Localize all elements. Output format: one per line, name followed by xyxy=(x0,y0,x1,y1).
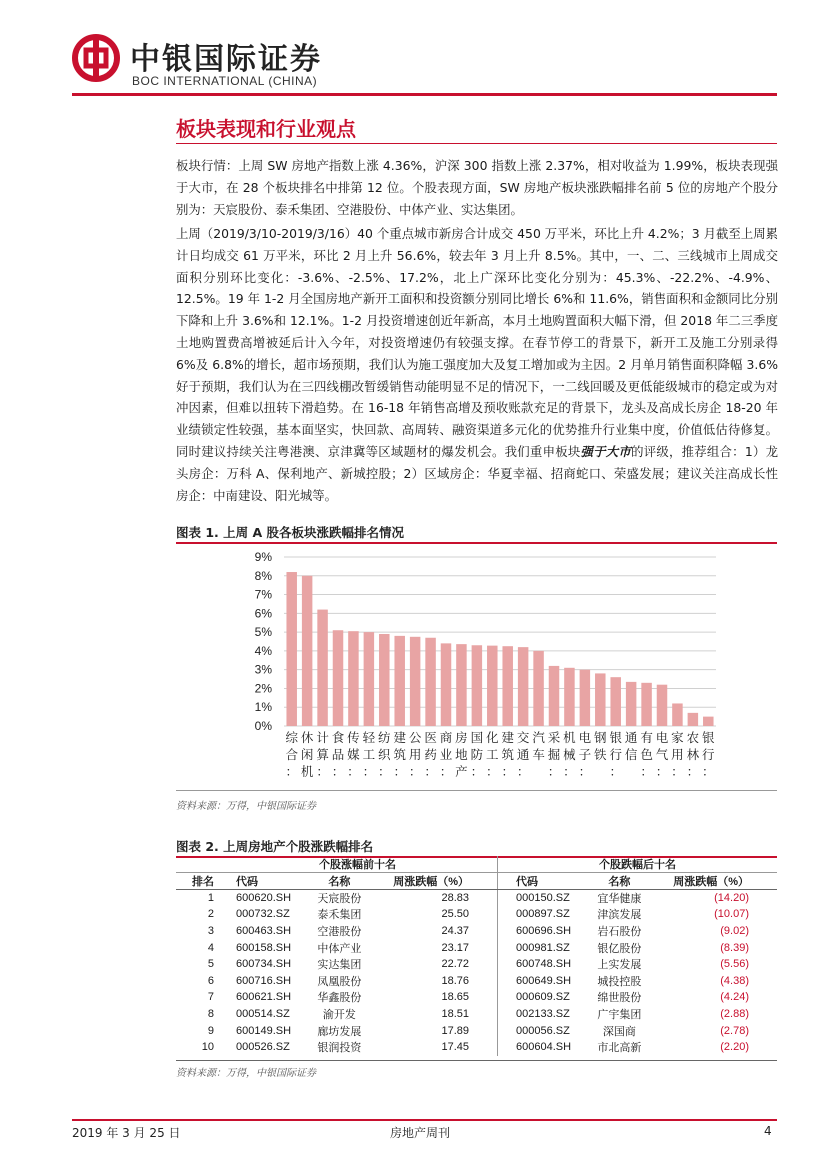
bar xyxy=(502,646,512,726)
x-tick-label: 通 xyxy=(516,747,530,762)
cell-name: 渝开发 xyxy=(322,1009,356,1022)
cell-pct2: (2.20) xyxy=(720,1041,749,1054)
section-title: 板块表现和行业观点 xyxy=(176,117,356,141)
cell-code2: 000056.SZ xyxy=(497,1022,588,1039)
cell-pct: 18.65 xyxy=(370,989,498,1006)
bar xyxy=(672,703,682,726)
x-tick-label: 家 xyxy=(671,730,684,745)
cell-code2: 000609.SZ xyxy=(497,989,588,1006)
col-header-pct2: 周涨跌幅（%） xyxy=(650,873,777,890)
x-tick-label: 建 xyxy=(501,730,514,745)
cell-code: 000732.SZ xyxy=(236,908,290,921)
cell-pct2: (4.38) xyxy=(720,974,749,987)
x-tick-label: 品 xyxy=(331,747,345,762)
x-tick-label: 综 xyxy=(285,730,298,745)
header-divider xyxy=(72,93,777,96)
bar xyxy=(364,632,374,726)
cell-pct2: (14.20) xyxy=(650,890,777,907)
cell-name: 泰禾集团 xyxy=(317,909,362,922)
x-tick-label: ： xyxy=(686,764,700,777)
cell-pct2: (10.07) xyxy=(714,908,749,921)
cell-rank: 6 xyxy=(207,974,214,987)
figure2-title: 图表 2. 上周房地产个股涨跌幅排名 xyxy=(176,839,374,854)
x-tick-label: 轻 xyxy=(362,730,376,745)
cell-code2: 000150.SZ xyxy=(497,890,588,907)
bar xyxy=(703,717,713,726)
bar xyxy=(595,673,605,726)
x-tick-label: 传 xyxy=(347,730,360,745)
cell-name2: 广宇集团 xyxy=(597,1009,642,1022)
cell-code: 600621.SH xyxy=(218,989,309,1006)
y-tick-label: 9% xyxy=(254,550,272,564)
x-tick-label: ： xyxy=(439,764,453,777)
x-tick-label: ： xyxy=(501,764,514,777)
bar xyxy=(441,643,451,726)
x-tick-label: ： xyxy=(331,764,345,777)
x-tick-label: 用 xyxy=(671,747,684,762)
x-tick-label: 掘 xyxy=(547,747,561,762)
bar xyxy=(286,572,296,726)
y-tick-label: 6% xyxy=(254,606,272,621)
bar xyxy=(333,630,343,726)
cell-name2: 银亿股份 xyxy=(597,942,642,955)
footer-page-number: 4 xyxy=(764,1124,772,1138)
figure2-source: 资料来源：万得，中银国际证券 xyxy=(176,1068,316,1079)
cell-rank: 4 xyxy=(207,941,214,954)
x-tick-label: 有 xyxy=(640,730,653,745)
cell-pct2: (9.02) xyxy=(650,923,777,940)
cell-pct: 23.17 xyxy=(370,939,498,956)
table-row xyxy=(176,989,777,1006)
bar xyxy=(641,683,651,726)
x-tick-label: 钢 xyxy=(594,730,607,745)
cell-code: 000514.SZ xyxy=(236,1008,290,1021)
section-divider xyxy=(176,143,777,144)
y-tick-label: 8% xyxy=(254,568,272,583)
bar xyxy=(472,645,482,726)
bar xyxy=(348,631,358,726)
col-header-name2: 名称 xyxy=(589,873,650,890)
x-tick-label: 银 xyxy=(609,730,622,745)
cell-rank: 1 xyxy=(176,890,218,907)
x-tick-label: 色 xyxy=(640,747,653,762)
x-tick-label: 化 xyxy=(486,730,499,745)
x-tick-label: 地 xyxy=(455,747,468,762)
y-tick-label: 5% xyxy=(254,625,272,640)
y-tick-label: 7% xyxy=(254,587,272,602)
col-header-rank: 排名 xyxy=(176,873,218,890)
x-tick-label: 食 xyxy=(331,730,345,745)
x-tick-label: 合 xyxy=(285,747,298,762)
paragraph-sector-performance: 板块行情：上周 SW 房地产指数上涨 4.36%，沪深 300 指数上涨 2.37%，相对收益为 1.99%，板块表现强于大市，在 28 个板块排名中排第 12 位。个股表现方面，SW 房地产板块涨跌幅排名前 5 位的房地产个股分别为：天宸股份、泰禾集团、空港股份、中体产业、实达集团。 xyxy=(176,158,778,217)
col-header-name: 名称 xyxy=(309,873,370,890)
bar xyxy=(394,636,404,726)
x-tick-label: 业 xyxy=(439,747,453,762)
rating-emphasis: 强于大市 xyxy=(580,443,632,459)
x-tick-label: 商 xyxy=(439,730,453,745)
cell-name: 华鑫股份 xyxy=(309,989,370,1006)
brand-name-en: BOC INTERNATIONAL (CHINA) xyxy=(132,74,318,88)
group-spacer xyxy=(176,856,218,873)
figure1-top-rule xyxy=(176,542,777,544)
cell-name: 凤凰股份 xyxy=(317,975,362,988)
x-tick-label: 电 xyxy=(578,730,592,745)
bar xyxy=(518,647,528,726)
footer-date: 2019 年 3 月 25 日 xyxy=(72,1126,181,1140)
bar xyxy=(379,634,389,726)
table-row xyxy=(176,956,777,973)
figure1-bottom-rule xyxy=(176,790,777,791)
x-tick-label: 气 xyxy=(655,747,669,762)
cell-pct: 17.89 xyxy=(370,1022,498,1039)
x-tick-label: 纺 xyxy=(378,730,391,745)
bar xyxy=(657,685,667,726)
cell-code2: 002133.SZ xyxy=(515,1008,570,1021)
figure1-source: 资料来源：万得，中银国际证券 xyxy=(176,801,316,812)
bar xyxy=(410,637,420,726)
x-tick-label: 机 xyxy=(563,730,576,745)
x-tick-label: 车 xyxy=(532,747,545,762)
x-tick-label: ： xyxy=(393,764,406,777)
cell-rank: 10 xyxy=(201,1041,214,1054)
x-tick-label: ： xyxy=(547,764,561,777)
cell-pct2: (2.78) xyxy=(650,1022,777,1039)
x-tick-label: 房 xyxy=(455,730,468,745)
col-header-code2: 代码 xyxy=(497,873,588,890)
x-tick-label: ： xyxy=(516,764,530,777)
cell-code: 000526.SZ xyxy=(236,1041,290,1054)
x-tick-label: ： xyxy=(640,764,653,777)
cell-name2: 岩石股份 xyxy=(589,923,650,940)
cell-name: 银润投资 xyxy=(317,1042,362,1055)
table-row xyxy=(176,890,777,907)
x-tick-label: 国 xyxy=(470,730,484,745)
x-tick-label: 铁 xyxy=(594,747,607,762)
cell-pct: 17.45 xyxy=(370,1039,498,1056)
x-tick-label: 防 xyxy=(470,747,484,762)
cell-code2: 600696.SH xyxy=(497,923,588,940)
x-tick-label: 工 xyxy=(486,747,499,762)
cell-name2: 深国商 xyxy=(589,1022,650,1039)
x-tick-label: 银 xyxy=(702,730,715,745)
x-tick-label: 药 xyxy=(424,747,437,762)
table-row xyxy=(176,939,777,956)
figure1-title: 图表 1. 上周 A 股各板块涨跌幅排名情况 xyxy=(176,525,405,540)
y-tick-label: 4% xyxy=(254,643,272,658)
bar xyxy=(456,644,466,726)
x-tick-label: ： xyxy=(578,764,592,777)
page-header xyxy=(72,28,777,98)
x-tick-label: ： xyxy=(486,764,499,777)
x-tick-label: 工 xyxy=(362,747,376,762)
bar xyxy=(626,682,636,726)
paragraph-text: 的评级，推荐组合：1）龙头房企：万科 A、保利地产、新城控股；2）区域房企：华夏幸福、招商蛇口、荣盛发展；建议关注高成长性房企：中南建设、阳光城等。 xyxy=(176,443,778,503)
x-tick-label: 汽 xyxy=(532,730,545,745)
bar xyxy=(425,638,435,726)
cell-code2: 000897.SZ xyxy=(515,908,570,921)
cell-name2: 宜华健康 xyxy=(589,890,650,907)
brand-name-cn: 中银国际证券 xyxy=(130,42,322,77)
cell-code: 600149.SH xyxy=(218,1022,309,1039)
x-tick-label: 公 xyxy=(408,730,422,745)
cell-code2: 600748.SH xyxy=(497,956,588,973)
cell-name: 天宸股份 xyxy=(309,890,370,907)
x-tick-label: ： xyxy=(316,764,329,777)
cell-code2: 600604.SH xyxy=(515,1041,572,1054)
cell-code2: 000981.SZ xyxy=(515,941,570,954)
y-tick-label: 1% xyxy=(254,700,272,715)
cell-name2: 绵世股份 xyxy=(589,989,650,1006)
bar xyxy=(302,576,312,726)
cell-rank: 2 xyxy=(207,908,214,921)
cell-pct2: (4.24) xyxy=(650,989,777,1006)
table-row xyxy=(176,923,777,940)
cell-pct2: (2.88) xyxy=(720,1008,749,1021)
x-tick-label: 筑 xyxy=(393,747,406,762)
col-header-pct: 周涨跌幅（%） xyxy=(370,873,498,890)
group-header-top: 个股涨幅前十名 xyxy=(218,856,497,873)
cell-code: 600158.SH xyxy=(236,941,292,954)
x-tick-label: 建 xyxy=(393,730,406,745)
x-tick-label: 产 xyxy=(455,764,468,777)
cell-rank: 8 xyxy=(207,1008,214,1021)
cell-name2: 津滨发展 xyxy=(597,909,642,922)
x-tick-label: ： xyxy=(702,764,715,777)
x-tick-label: 信 xyxy=(624,747,638,762)
bar xyxy=(533,651,543,726)
x-tick-label: 休 xyxy=(300,730,314,745)
x-tick-label: ： xyxy=(347,764,360,777)
cell-pct2: (8.39) xyxy=(720,941,749,954)
x-tick-label: 子 xyxy=(578,747,592,762)
cell-name: 中体产业 xyxy=(317,942,362,955)
x-tick-label: 林 xyxy=(686,747,700,762)
cell-name2: 市北高新 xyxy=(597,1042,642,1055)
cell-pct: 22.72 xyxy=(370,956,498,973)
table-row xyxy=(176,1006,777,1023)
paragraph-text: 上周（2019/3/10-2019/3/16）40 个重点城市新房合计成交 450 万平米，环比上升 4.2%；3 月截至上周累计日均成交 61 万平米，环比 2 月上升 56.6%，较去年 3 月上升 8.5%。其中，一、二、三线城市上周成交面积分别环比变化：-3.6%、-2.5%、17.2%，北上广深环比变化分别为：45.3%、-22.2%、-4.9%、12.5%。19 年 1-2 月全国房地产新开工面积和投资额分别同比增长 6%和 11.6%，销售面积和金额同比分别下降和上升 3.6%和 12.1%。1-2 月投资增速创近年新高，本月土地购置面积大幅下滑，但 2018 年二三季度土地购置费高增被延后计入今年，对投资增速仍有较强支撑。在春节停工的背景下，新开工及施工分别录得 6%及 6.8%的增长，超市场预期，我们认为施工强度加大及复工增加或为主因。2 月单月销售面积降幅 3.6%好于预期，我们认为在三四线棚改暂缓销售动能明显不足的情况下，一二线回暖及更低能级城市的稳定或为对冲因素，但难以扭转下滑趋势。在 16-18 年销售高增及预收账款充足的背景下，龙头及高成长房企 18-20 年业绩锁定性较强，基本面坚实，快回款、高周转、融资渠道多元化的优势推升行业集中度，价值低估待修复。同时建议持续关注粤港澳、京津冀等区域题材的爆发机会。我们重申板块 xyxy=(176,226,778,459)
table-row xyxy=(176,906,777,923)
x-tick-label: 计 xyxy=(316,730,329,745)
cell-rank: 7 xyxy=(176,989,218,1006)
footer-title: 房地产周刊 xyxy=(390,1126,451,1140)
x-tick-label: 用 xyxy=(408,747,422,762)
group-header-bottom: 个股跌幅后十名 xyxy=(497,856,777,873)
cell-name: 空港股份 xyxy=(309,923,370,940)
x-tick-label: 交 xyxy=(516,730,530,745)
x-tick-label: 通 xyxy=(624,730,638,745)
cell-pct: 25.50 xyxy=(370,906,498,923)
figure2-bottom-rule xyxy=(176,1060,777,1061)
x-tick-label: ： xyxy=(362,764,376,777)
sector-bar-chart xyxy=(176,545,777,777)
col-header-code: 代码 xyxy=(218,873,309,890)
x-tick-label: ： xyxy=(408,764,422,777)
paragraph-market-view xyxy=(176,223,778,506)
x-tick-label: 电 xyxy=(655,730,669,745)
cell-name: 实达集团 xyxy=(309,956,370,973)
stock-ranking-table xyxy=(176,856,777,1056)
cell-pct: 24.37 xyxy=(370,923,498,940)
bar xyxy=(549,666,559,726)
x-tick-label: ： xyxy=(378,764,391,777)
y-tick-label: 3% xyxy=(254,662,272,677)
cell-pct2: (5.56) xyxy=(650,956,777,973)
bar xyxy=(487,646,497,726)
x-tick-label: 筑 xyxy=(501,747,514,762)
bar xyxy=(610,677,620,726)
x-tick-label: ： xyxy=(671,764,684,777)
y-tick-label: 2% xyxy=(254,681,272,696)
cell-name2: 城投控股 xyxy=(597,975,642,988)
cell-code: 600463.SH xyxy=(218,923,309,940)
cell-code2: 600649.SH xyxy=(515,974,572,987)
cell-rank: 3 xyxy=(176,923,218,940)
bar xyxy=(688,713,698,726)
table-row xyxy=(176,1039,777,1056)
cell-rank: 5 xyxy=(176,956,218,973)
footer-divider xyxy=(72,1119,777,1121)
x-tick-label: 农 xyxy=(686,730,700,745)
cell-rank: 9 xyxy=(176,1022,218,1039)
x-tick-label: 媒 xyxy=(347,747,360,762)
cell-name: 廊坊发展 xyxy=(309,1022,370,1039)
x-tick-label: ： xyxy=(285,764,298,777)
table-row xyxy=(176,1022,777,1039)
cell-code: 600620.SH xyxy=(218,890,309,907)
x-tick-label: ： xyxy=(655,764,669,777)
x-tick-label: 械 xyxy=(563,747,576,762)
x-tick-label: 采 xyxy=(547,730,561,745)
table-row xyxy=(176,973,777,990)
x-tick-label: ： xyxy=(563,764,576,777)
x-tick-label: 行 xyxy=(702,747,715,762)
y-tick-label: 0% xyxy=(254,719,272,733)
cell-code: 600716.SH xyxy=(236,974,292,987)
x-tick-label: 机 xyxy=(300,764,314,777)
bar xyxy=(580,670,590,726)
cell-pct: 28.83 xyxy=(370,890,498,907)
x-tick-label: 闲 xyxy=(300,747,314,762)
cell-code: 600734.SH xyxy=(218,956,309,973)
x-tick-label: ： xyxy=(470,764,484,777)
bar xyxy=(564,668,574,726)
x-tick-label: ： xyxy=(609,764,622,777)
x-tick-label: ： xyxy=(424,764,437,777)
boc-logo-icon xyxy=(72,34,120,82)
x-tick-label: 医 xyxy=(424,730,437,745)
x-tick-label: 算 xyxy=(316,747,329,762)
x-tick-label: 织 xyxy=(378,747,391,762)
cell-name2: 上实发展 xyxy=(589,956,650,973)
x-tick-label: 行 xyxy=(609,747,622,762)
bar xyxy=(317,610,327,726)
cell-pct: 18.76 xyxy=(370,973,498,990)
cell-pct: 18.51 xyxy=(370,1006,498,1023)
